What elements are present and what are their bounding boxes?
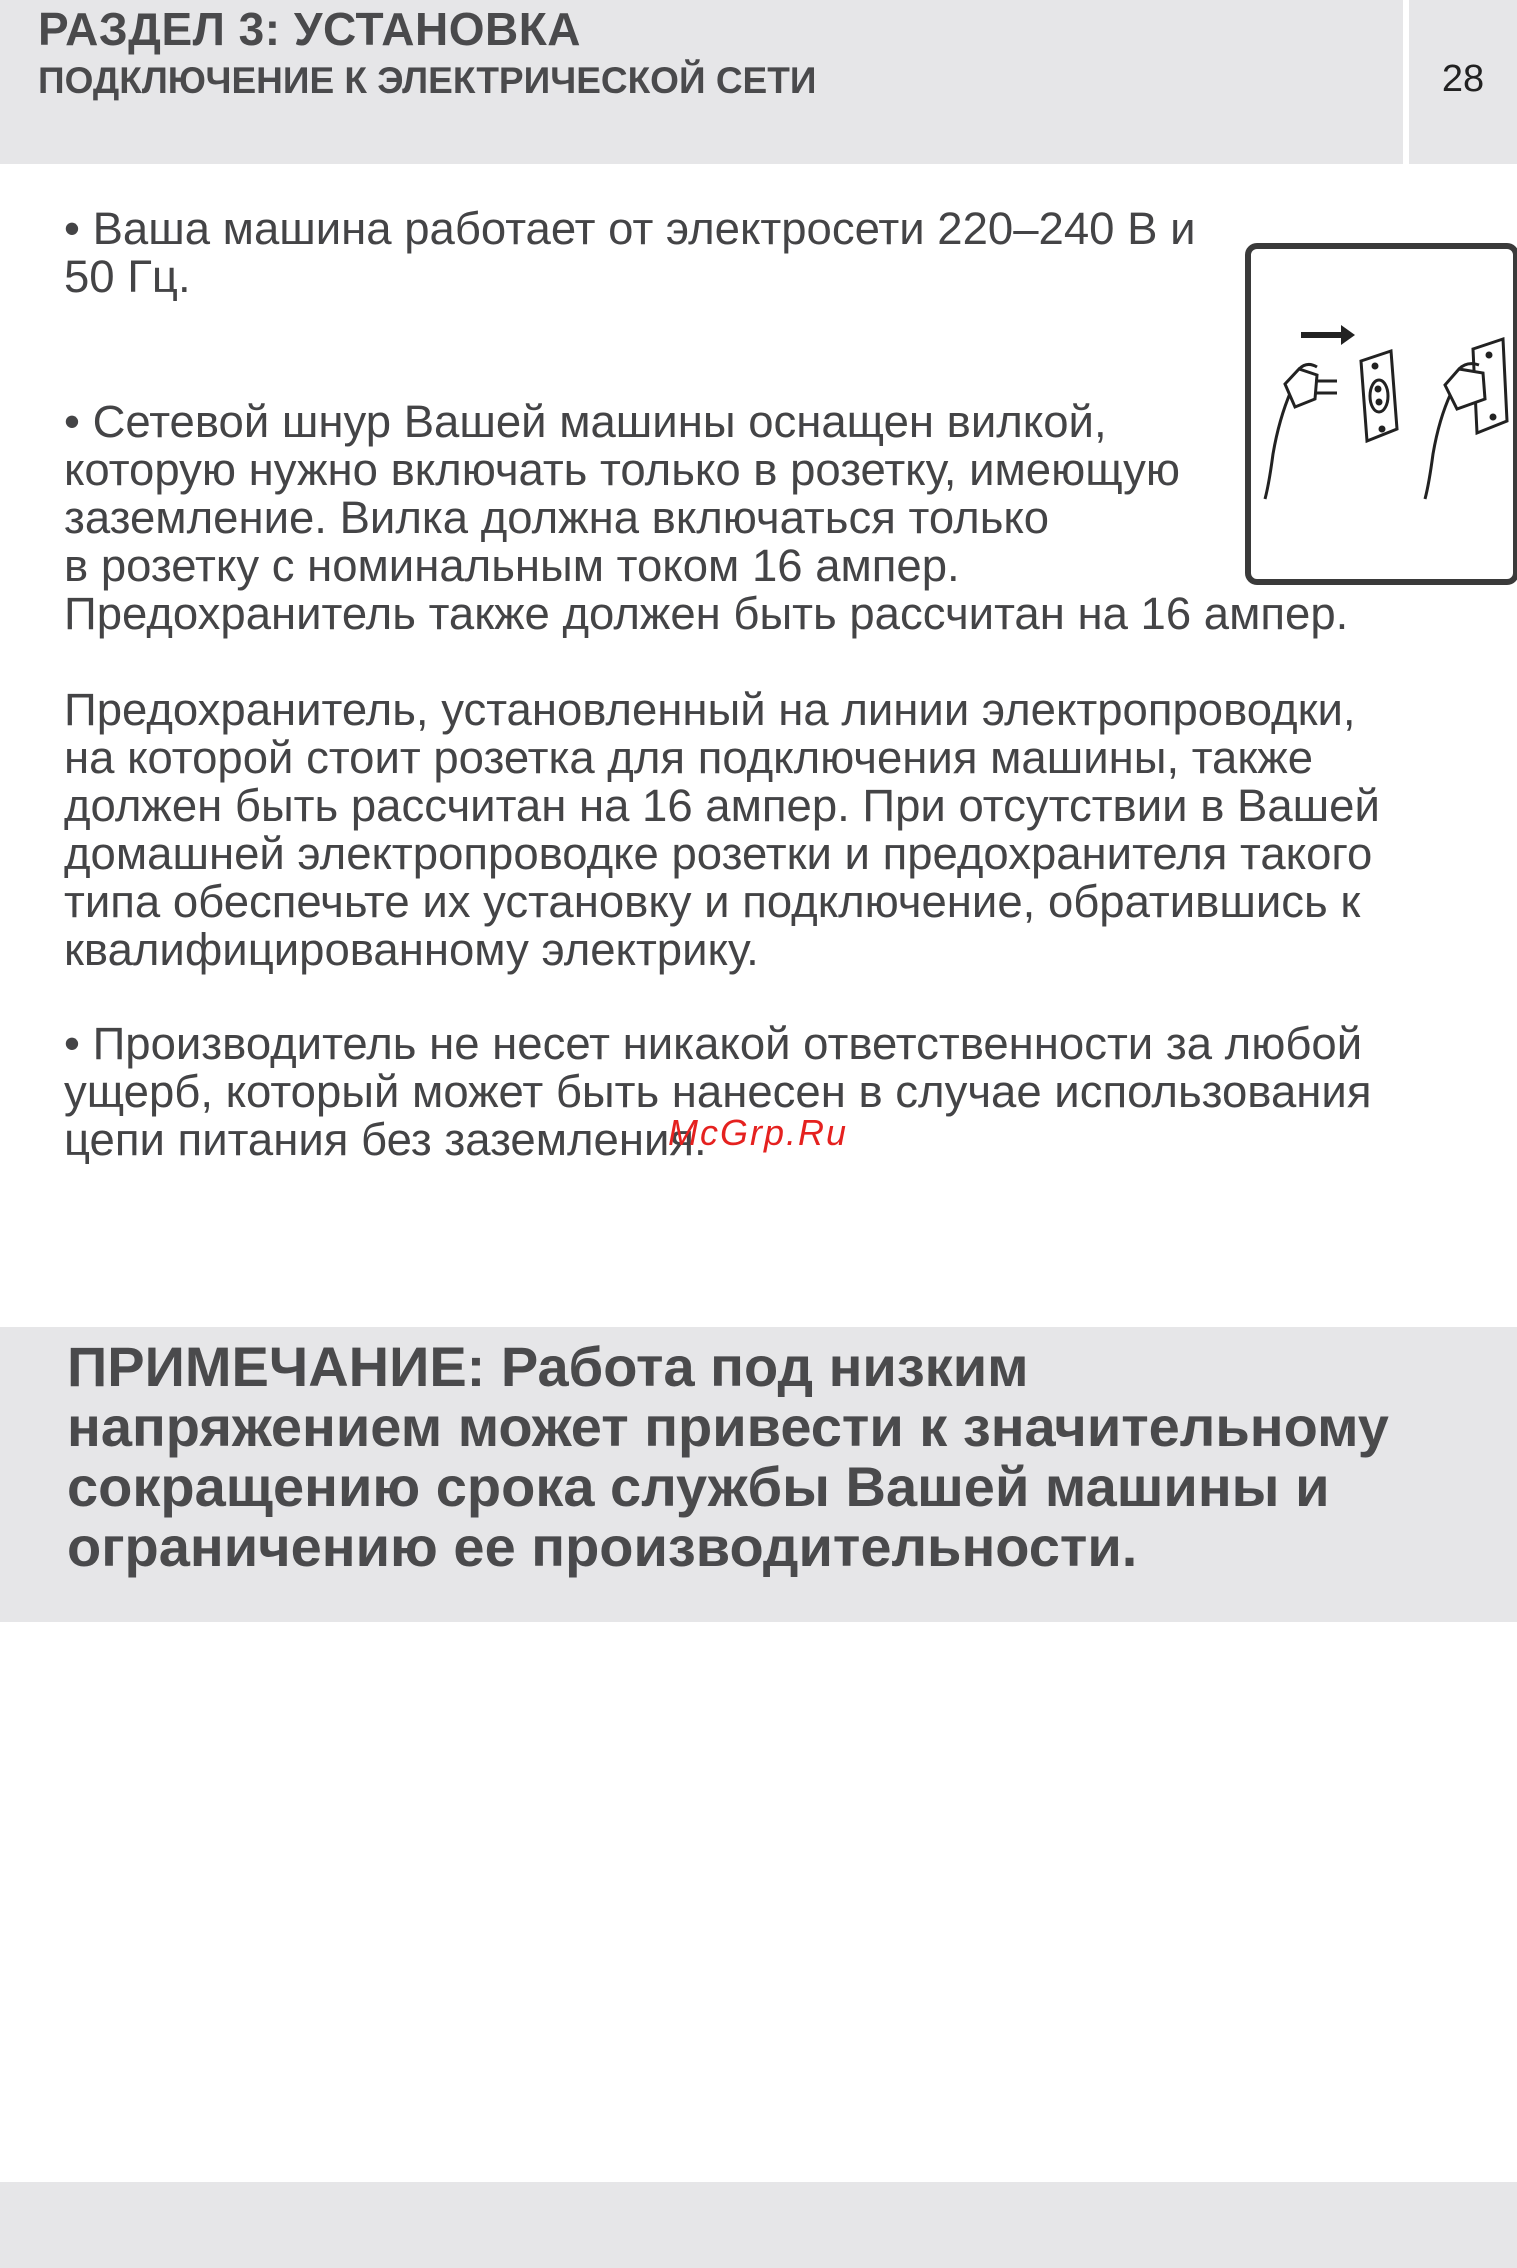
page-header [0, 0, 1403, 164]
paragraph-voltage [64, 205, 1195, 301]
socket-left-icon [1361, 351, 1397, 441]
watermark: McGrp.Ru [668, 1112, 849, 1153]
note-line: напряжением может привести к значительному [67, 1395, 1389, 1458]
plug-illustration [1251, 249, 1513, 579]
text-line: на которой стоит розетка для подключения машины, также [64, 732, 1314, 783]
page-number-box [1409, 0, 1517, 164]
footer-bar [0, 2182, 1517, 2268]
plug-left-icon [1265, 364, 1337, 499]
note-line: ограничению ее производительности. [67, 1515, 1138, 1578]
text-line: Предохранитель также должен быть рассчитан на 16 ампер. [64, 588, 1349, 639]
note-line: ПРИМЕЧАНИЕ: Работа под низким [67, 1335, 1029, 1398]
page-number: 28 [1441, 58, 1485, 100]
subsection-title: ПОДКЛЮЧЕНИЕ К ЭЛЕКТРИЧЕСКОЙ СЕТИ [38, 60, 817, 101]
text-line: • Ваша машина работает от электросети 220–240 В и [64, 203, 1196, 254]
text-line: домашней электропроводке розетки и предохранителя такого [64, 828, 1373, 879]
plug-right-icon [1425, 339, 1507, 499]
paragraph-plug [64, 398, 1348, 638]
plug-into-socket-icon [1245, 243, 1517, 585]
note-box [0, 1327, 1517, 1622]
text-line: ущерб, который может быть нанесен в случае использования [64, 1066, 1372, 1117]
text-line: которую нужно включать только в розетку, имеющую [64, 444, 1181, 495]
paragraph-fuse [64, 686, 1380, 974]
text-line: • Сетевой шнур Вашей машины оснащен вилкой, [64, 396, 1107, 447]
text-line: • Производитель не несет никакой ответственности за любой [64, 1018, 1363, 1069]
text-line: 50 Гц. [64, 251, 191, 302]
note-text [67, 1337, 1389, 1577]
text-line: должен быть рассчитан на 16 ампер. При отсутствии в Вашей [64, 780, 1380, 831]
arrow-right-icon [1301, 325, 1355, 345]
text-line: заземление. Вилка должна включаться только [64, 492, 1050, 543]
text-line: Предохранитель, установленный на линии электропроводки, [64, 684, 1356, 735]
text-line: цепи питания без заземления. [64, 1114, 707, 1165]
text-line: квалифицированному электрику. [64, 924, 759, 975]
note-line: сокращению срока службы Вашей машины и [67, 1455, 1330, 1518]
text-line: типа обеспечьте их установку и подключение, обратившись к [64, 876, 1361, 927]
text-line: в розетку с номинальным током 16 ампер. [64, 540, 960, 591]
section-title: РАЗДЕЛ 3: УСТАНОВКА [38, 3, 581, 55]
